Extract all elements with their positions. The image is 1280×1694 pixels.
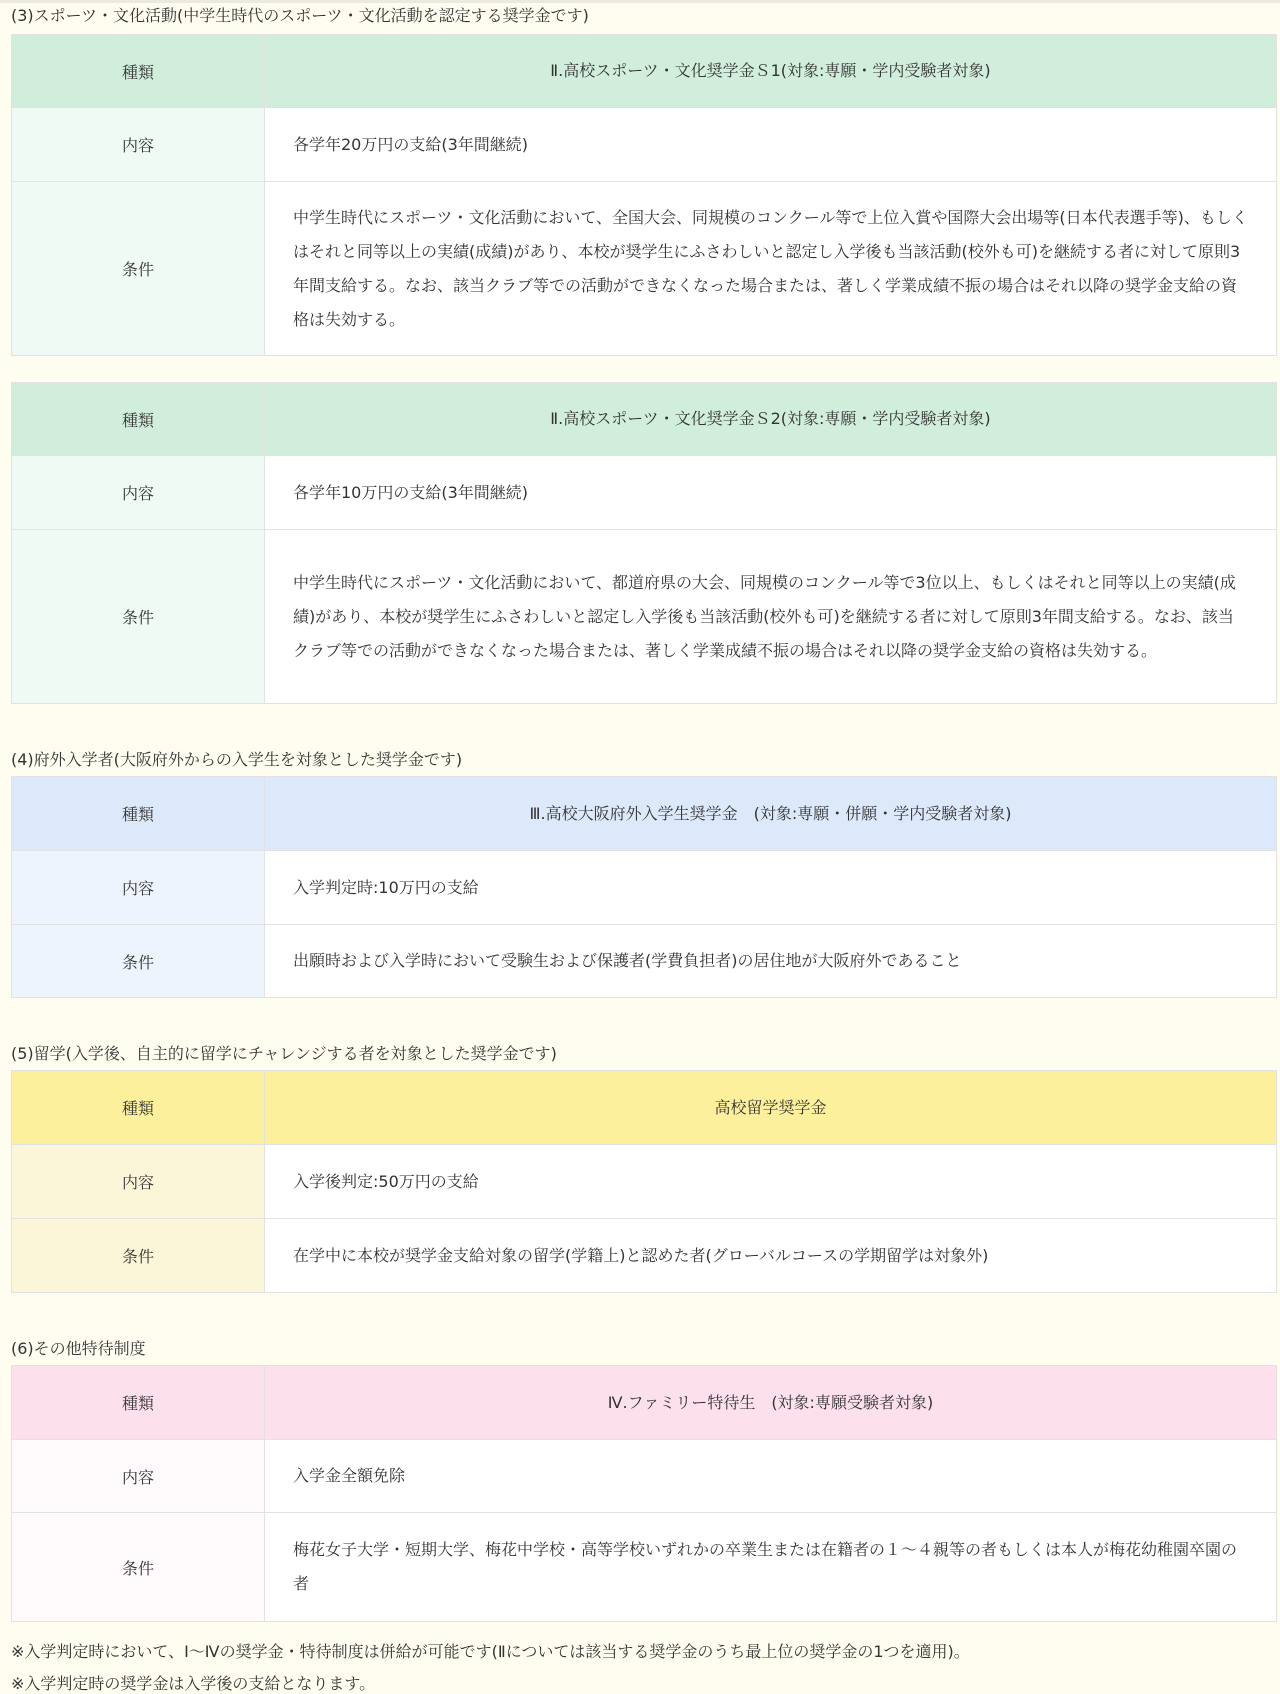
row-label-type: 種類 <box>12 35 265 108</box>
table-row-content <box>12 108 1277 182</box>
section-title-sports-culture: (3)スポーツ・文化活動(中学生時代のスポーツ・文化活動を認定する奨学金です) <box>11 6 589 25</box>
section-title-study-abroad: (5)留学(入学後、自主的に留学にチャレンジする者を対象とした奨学金です) <box>11 1044 557 1063</box>
scholarship-content: 各学年10万円の支給(3年間継続) <box>265 456 1277 530</box>
section-title-other-special: (6)その他特待制度 <box>11 1339 146 1358</box>
top-border <box>0 0 1280 3</box>
scholarship-table-family <box>11 1365 1277 1622</box>
table-row-content <box>12 1145 1277 1219</box>
row-label-type: 種類 <box>12 777 265 851</box>
scholarship-type-name: Ⅲ.高校大阪府外入学生奨学金 (対象:専願・併願・学内受験者対象) <box>265 777 1277 851</box>
scholarship-content: 入学後判定:50万円の支給 <box>265 1145 1277 1219</box>
scholarship-condition: 在学中に本校が奨学金支給対象の留学(学籍上)と認めた者(グローバルコースの学期留学は対象外) <box>265 1219 1277 1293</box>
row-label-type: 種類 <box>12 1366 265 1440</box>
row-label-condition: 条件 <box>12 530 265 704</box>
table-row-type <box>12 1071 1277 1145</box>
scholarship-content: 各学年20万円の支給(3年間継続) <box>265 108 1277 182</box>
scholarship-table-outside-osaka <box>11 776 1277 998</box>
table-row-content <box>12 456 1277 530</box>
row-label-condition: 条件 <box>12 1513 265 1622</box>
table-row-condition <box>12 1513 1277 1622</box>
row-label-content: 内容 <box>12 1145 265 1219</box>
scholarship-type-name: Ⅱ.高校スポーツ・文化奨学金Ｓ1(対象:専願・学内受験者対象) <box>265 35 1277 108</box>
table-row-condition <box>12 925 1277 998</box>
scholarship-table-study-abroad <box>11 1070 1277 1293</box>
row-label-content: 内容 <box>12 851 265 925</box>
scholarship-type-name: Ⅱ.高校スポーツ・文化奨学金Ｓ2(対象:専願・学内受験者対象) <box>265 383 1277 456</box>
scholarship-content: 入学金全額免除 <box>265 1440 1277 1513</box>
scholarship-type-name: 高校留学奨学金 <box>265 1071 1277 1145</box>
scholarship-condition: 出願時および入学時において受験生および保護者(学費負担者)の居住地が大阪府外であること <box>265 925 1277 998</box>
row-label-condition: 条件 <box>12 925 265 998</box>
row-label-condition: 条件 <box>12 1219 265 1293</box>
section-title-outside-osaka: (4)府外入学者(大阪府外からの入学生を対象とした奨学金です) <box>11 750 463 769</box>
scholarship-condition: 中学生時代にスポーツ・文化活動において、都道府県の大会、同規模のコンクール等で3位以上、もしくはそれと同等以上の実績(成績)があり、本校が奨学生にふさわしいと認定し入学後も当該活動(校外も可)を継続する者に対して原則3年間支給する。なお、該当クラブ等での活動ができなくなった場合または、著しく学業成績不振の場合はそれ以降の奨学金支給の資格は失効する。 <box>265 530 1277 704</box>
footnote-payment-timing: ※入学判定時の奨学金は入学後の支給となります。 <box>11 1674 376 1693</box>
scholarship-type-name: Ⅳ.ファミリー特待生 (対象:専願受験者対象) <box>265 1366 1277 1440</box>
table-row-content <box>12 851 1277 925</box>
scholarship-condition: 梅花女子大学・短期大学、梅花中学校・高等学校いずれかの卒業生または在籍者の１～４親等の者もしくは本人が梅花幼稚園卒園の者 <box>265 1513 1277 1622</box>
table-row-content <box>12 1440 1277 1513</box>
table-row-type <box>12 35 1277 108</box>
table-row-type <box>12 777 1277 851</box>
scholarship-table-sports-s1 <box>11 34 1277 356</box>
row-label-content: 内容 <box>12 108 265 182</box>
table-row-condition <box>12 1219 1277 1293</box>
row-label-type: 種類 <box>12 1071 265 1145</box>
scholarship-table-sports-s2 <box>11 382 1277 704</box>
row-label-content: 内容 <box>12 1440 265 1513</box>
scholarship-content: 入学判定時:10万円の支給 <box>265 851 1277 925</box>
table-row-condition <box>12 530 1277 704</box>
table-row-type <box>12 383 1277 456</box>
table-row-condition <box>12 182 1277 356</box>
row-label-content: 内容 <box>12 456 265 530</box>
scholarship-condition: 中学生時代にスポーツ・文化活動において、全国大会、同規模のコンクール等で上位入賞や国際大会出場等(日本代表選手等)、もしくはそれと同等以上の実績(成績)があり、本校が奨学生にふさわしいと認定し入学後も当該活動(校外も可)を継続する者に対して原則3年間支給する。なお、該当クラブ等での活動ができなくなった場合または、著しく学業成績不振の場合はそれ以降の奨学金支給の資格は失効する。 <box>265 182 1277 356</box>
row-label-type: 種類 <box>12 383 265 456</box>
row-label-condition: 条件 <box>12 182 265 356</box>
table-row-type <box>12 1366 1277 1440</box>
footnote-concurrent-awards: ※入学判定時において、Ⅰ～Ⅳの奨学金・特待制度は併給が可能です(Ⅱについては該当する奨学金のうち最上位の奨学金の1つを適用)。 <box>11 1642 970 1661</box>
